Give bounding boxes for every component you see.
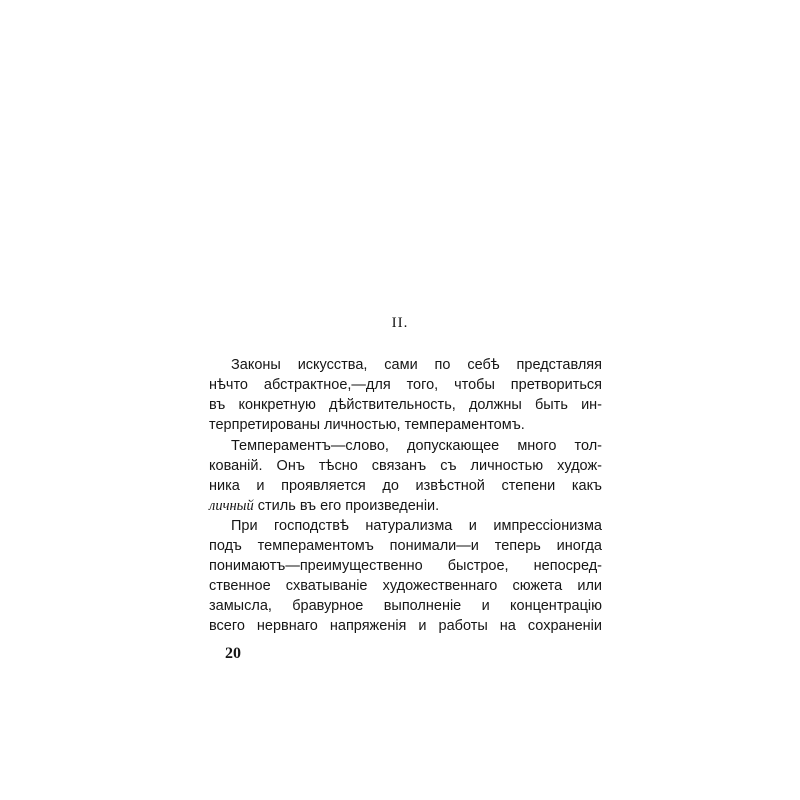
emphasized-word: личный bbox=[209, 498, 254, 514]
page-number: 20 bbox=[225, 645, 241, 662]
text-line: Темпераментъ—слово, допускающее много тол- bbox=[231, 438, 602, 454]
text-line: понимаютъ—преимущественно быстрое, непосред- bbox=[209, 558, 602, 574]
text-line: замысла, бравурное выполненіе и концентрацію bbox=[209, 598, 602, 614]
text-line: При господствѣ натурализма и импрессіонизма bbox=[231, 518, 602, 534]
text-line: кованій. Онъ тѣсно связанъ съ личностью худож- bbox=[209, 458, 602, 474]
text-line: ственное схватываніе художественнаго сюжета или bbox=[209, 578, 602, 594]
text-line: въ конкретную дѣйствительность, должны быть ин- bbox=[209, 397, 602, 413]
text-line: нѣчто абстрактное,—для того, чтобы претвориться bbox=[209, 377, 602, 393]
text-line bbox=[209, 496, 602, 516]
text-line: терпретированы личностью, темпераментомъ. bbox=[209, 417, 525, 433]
text-line: подъ темпераментомъ понимали—и теперь иногда bbox=[209, 538, 602, 554]
chapter-heading: II. bbox=[391, 315, 409, 331]
text-line: всего нервнаго напряженія и работы на сохраненіи bbox=[209, 618, 602, 634]
text-line: ника и проявляется до извѣстной степени какъ bbox=[209, 478, 602, 494]
text-fragment: стиль въ его произведеніи. bbox=[253, 498, 440, 514]
text-line: Законы искусства, сами по себѣ представляя bbox=[231, 357, 602, 373]
